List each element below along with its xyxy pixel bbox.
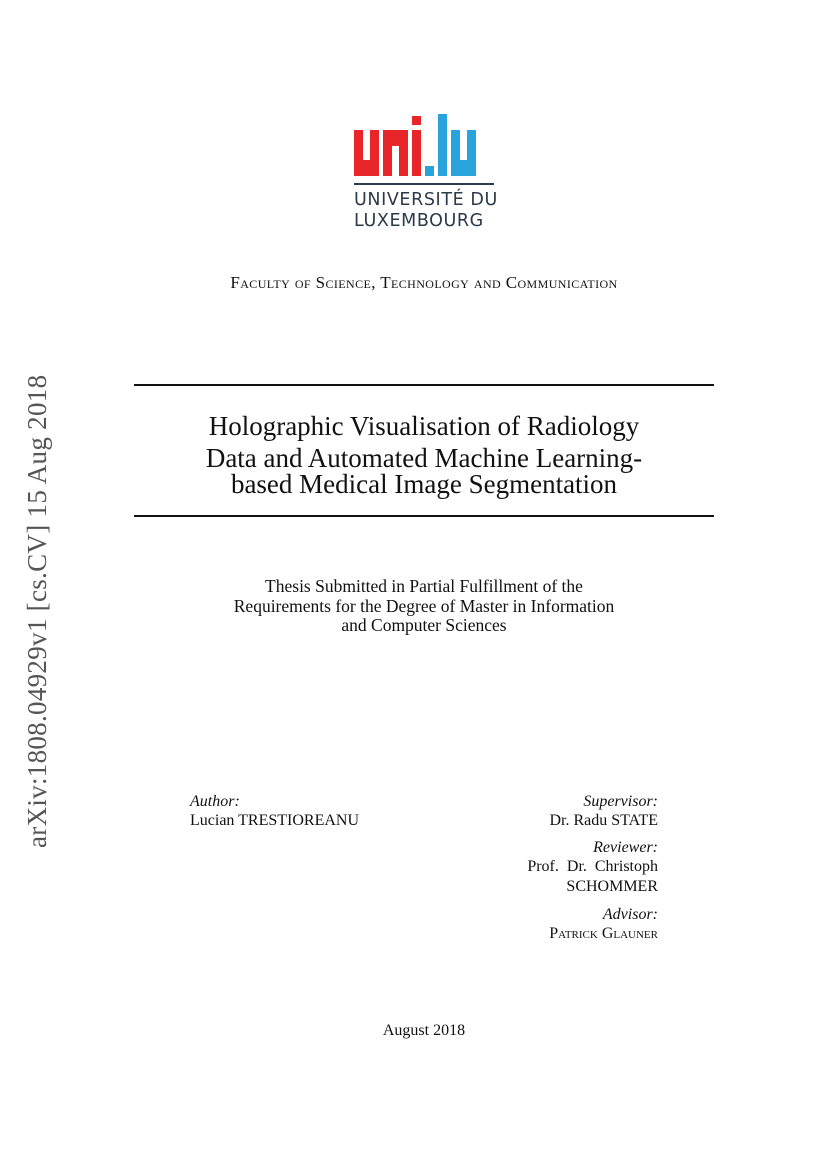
logo-letter-u <box>354 130 379 176</box>
reviewer-name-line1: Prof. Dr. Christoph <box>527 858 658 875</box>
reviewer-label: Reviewer: <box>593 839 658 856</box>
supervisor-label: Supervisor: <box>583 793 658 810</box>
logo-university-name <box>354 190 514 232</box>
submission-date: August 2018 <box>382 1022 466 1039</box>
arxiv-stamp: arXiv:1808.04929v1 [cs.CV] 15 Aug 2018 <box>22 374 52 848</box>
faculty-name: Faculty of Science, Technology and Communication <box>230 273 618 292</box>
logo-divider <box>354 183 494 185</box>
logo-letter-n <box>383 130 408 176</box>
title-rule-top <box>134 384 714 386</box>
thesis-subtitle <box>134 577 714 636</box>
title-line2: Data and Automated Machine Learning- <box>205 443 643 473</box>
subtitle-line3: and Computer Sciences <box>341 615 507 635</box>
supervisor-name: Dr. Radu STATE <box>549 812 658 829</box>
logo-letter-l <box>438 114 447 176</box>
logo-letter-i-dot <box>412 116 421 125</box>
logo-line2: LUXEMBOURG <box>354 211 484 231</box>
logo-period <box>425 166 434 176</box>
advisor-name: Patrick Glauner <box>549 925 658 942</box>
advisor-label: Advisor: <box>602 906 658 923</box>
logo-letter-u2 <box>451 130 476 176</box>
logo-line1: UNIVERSITÉ DU <box>354 190 498 210</box>
uni-lu-logo <box>354 114 494 176</box>
logo-letter-i <box>412 130 421 176</box>
subtitle-line1: Thesis Submitted in Partial Fulfillment of the <box>265 576 583 596</box>
author-label: Author: <box>190 793 240 810</box>
author-name: Lucian TRESTIOREANU <box>190 812 360 829</box>
title-line3: based Medical Image Segmentation <box>230 469 618 499</box>
reviewer-name-line2: SCHOMMER <box>566 878 658 895</box>
title-rule-bottom <box>134 515 714 517</box>
thesis-title <box>134 410 714 500</box>
title-line1: Holographic Visualisation of Radiology <box>208 411 640 441</box>
subtitle-line2: Requirements for the Degree of Master in Information <box>233 595 615 616</box>
